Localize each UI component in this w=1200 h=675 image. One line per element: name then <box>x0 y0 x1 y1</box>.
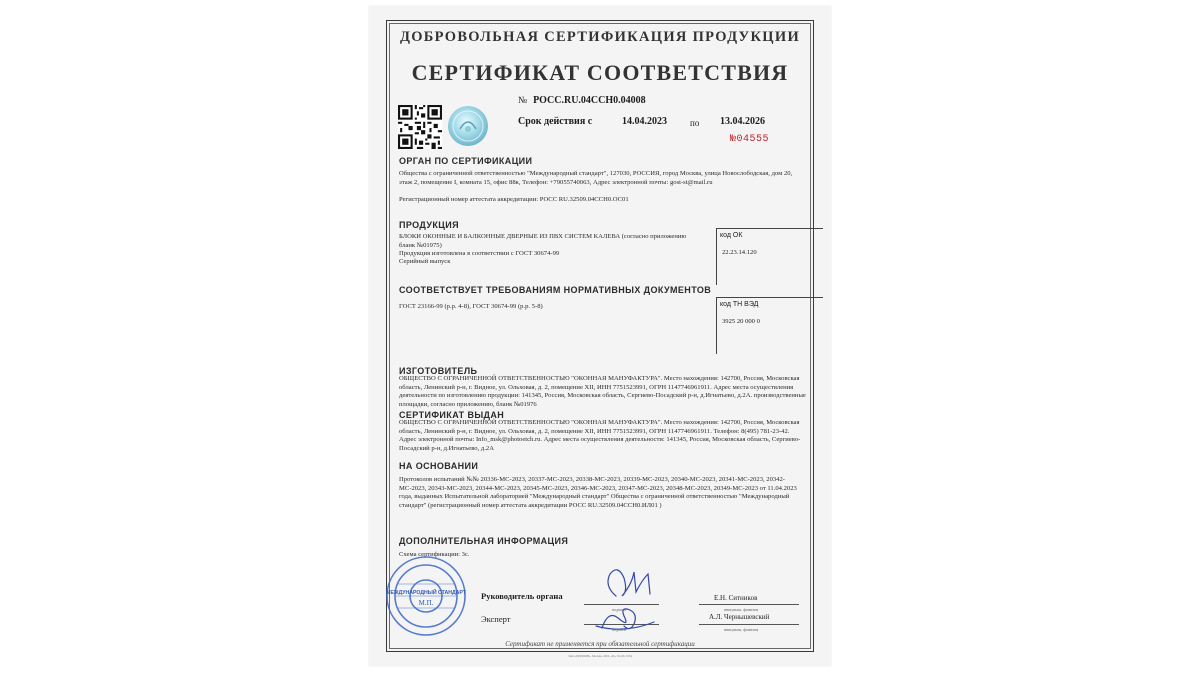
manufacturer-text: ОБЩЕСТВО С ОГРАНИЧЕННОЙ ОТВЕТСТВЕННОСТЬЮ "ОКОННАЯ МАНУФАКТУРА". Место нахождения: 142700, Россия, Московская область, Ленинский р-н, г. Видное, ул. Ольховая, д. 2, помещение XII, ИНН 7751523991, ОГРН 1147746961911. Адрес места осуществления деятельности по изготовлению продукции: 141345, Россия, Московская область, Сергиево-Посадский р-н, д.Игнатьево, д.2А. производственные площадки, согласно приложению, бланк №01976 <box>399 375 806 408</box>
ok-code-value: 22.23.14.120 <box>722 249 757 256</box>
stamp-mp: М.П. <box>418 599 434 607</box>
valid-from-date: 14.04.2023 <box>622 116 667 127</box>
norms-text: ГОСТ 23166-99 (р.р. 4-8), ГОСТ 30674-99 (р.р. 5-8) <box>399 303 543 310</box>
tnved-code-box <box>716 297 823 354</box>
expert-name-caption: инициалы, фамилия <box>724 627 759 632</box>
basis-text: Протоколов испытаний №№ 20336-МС-2023, 20337-МС-2023, 20338-МС-2023, 20339-МС-2023, 20340-МС-2023, 20341-МС-2023, 20342-МС-2023, 20343-МС-2023, 20344-МС-2023, 20345-МС-2023, 20346-МС-2023, 20347-МС-2023, 20348-МС-2023, 20349-МС-2023 от 11.04.2023 года, выданных Испытательной лабораторией "Международный стандарт" Общества с ограниченной ответственностью "Международный стандарт" (регистрационный номер аттестата аккредитации РОСС RU.32509.04ССН0.ИЛ01 ) <box>399 476 797 509</box>
norms-heading: СООТВЕТСТВУЕТ ТРЕБОВАНИЯМ НОРМАТИВНЫХ ДОКУМЕНТОВ <box>399 285 712 295</box>
tnved-code-label: код ТН ВЭД <box>720 301 759 308</box>
certification-scheme: Схема сертификации: 3с. <box>399 551 470 558</box>
product-release-type: Серийный выпуск <box>399 258 451 265</box>
issued-text: ОБЩЕСТВО С ОГРАНИЧЕННОЙ ОТВЕТСТВЕННОСТЬЮ "ОКОННАЯ МАНУФАКТУРА". Место нахождения: 142700, Россия, Московская область, Ленинский р-н, г. Видное, ул. Ольховая, д. 2, помещение XII, ИНН 7751523991, ОГРН 1147746961911. Телефон: 8(495) 781-23-42. Адрес электронной почты: Info_msk@photoetch.ru. Адрес места осуществления деятельности: 141345, Россия, Московская область, Сергиево-Посадский р-н, д.Игнатьево, д.2А <box>399 419 801 452</box>
issued-heading: СЕРТИФИКАТ ВЫДАН <box>399 410 505 420</box>
manufacturer-heading: ИЗГОТОВИТЕЛЬ <box>399 366 478 376</box>
stamp-text: МЕЖДУНАРОДНЫЙ СТАНДАРТ <box>386 590 466 596</box>
extra-info-heading: ДОПОЛНИТЕЛЬНАЯ ИНФОРМАЦИЯ <box>399 536 569 546</box>
hologram-seal-icon <box>447 105 489 147</box>
validity-to-label: по <box>690 118 700 128</box>
voluntary-certification-header: ДОБРОВОЛЬНАЯ СЕРТИФИКАЦИЯ ПРОДУКЦИИ <box>399 29 801 45</box>
ok-code-label: код ОК <box>720 232 743 239</box>
organ-accreditation: Регистрационный номер аттестата аккредитации: РОСС RU.32509.04ССН0.ОС01 <box>399 196 629 203</box>
organization-stamp <box>384 554 468 638</box>
head-signature-caption: подпись <box>612 607 626 612</box>
expert-label: Эксперт <box>481 614 511 624</box>
expert-signature-caption: подпись <box>612 627 626 632</box>
certificate-document <box>369 6 831 666</box>
expert-name-line <box>699 624 799 625</box>
certificate-title: СЕРТИФИКАТ СООТВЕТСТВИЯ <box>411 60 789 85</box>
product-heading: ПРОДУКЦИЯ <box>399 220 459 230</box>
expert-name: А.Л. Чернышевский <box>709 613 770 621</box>
head-name: Е.Н. Ситников <box>714 594 758 602</box>
printer-imprint: ЗАО «ОПЦИОН», Москва, 2022, «Б», Тел.№ 1034 <box>568 654 632 658</box>
basis-heading: НА ОСНОВАНИИ <box>399 461 479 471</box>
head-name-line <box>699 604 799 605</box>
qr-code-icon <box>398 105 442 149</box>
footer-note: Сертификат не применяется при обязательной сертификации <box>505 640 695 648</box>
tnved-code-value: 3925 20 000 0 <box>722 318 760 325</box>
ok-code-box <box>716 228 823 285</box>
head-of-organ-label: Руководитель органа <box>481 591 563 601</box>
valid-to-date: 13.04.2026 <box>720 116 765 127</box>
handwritten-signatures <box>594 566 674 636</box>
organ-heading: ОРГАН ПО СЕРТИФИКАЦИИ <box>399 156 533 166</box>
certificate-number-row <box>518 95 646 106</box>
head-name-caption: инициалы, фамилия <box>724 607 759 612</box>
number-prefix: № <box>518 96 528 106</box>
blank-serial-number: №04555 <box>730 134 770 145</box>
validity-label: Срок действия с <box>518 116 593 127</box>
product-standard: Продукция изготовлена в соответствии с ГОСТ 30674-99 <box>399 250 560 257</box>
organ-text: Общества с ограниченной ответственностью "Международный стандарт", 127030, РОССИЯ, город Москва, улица Новослободская, дом 20, этаж 2, помещение I, комната 15, офис 88к, Телефон: +79055740063, Адрес электронной почты: gost-st@mail.ru <box>399 170 793 186</box>
product-description: БЛОКИ ОКОННЫЕ И БАЛКОННЫЕ ДВЕРНЫЕ ИЗ ПВХ СИСТЕМ КАЛЕВА (согласно приложению бланк №01975) <box>399 233 687 249</box>
certificate-number: РОСС.RU.04ССН0.04008 <box>533 95 646 106</box>
